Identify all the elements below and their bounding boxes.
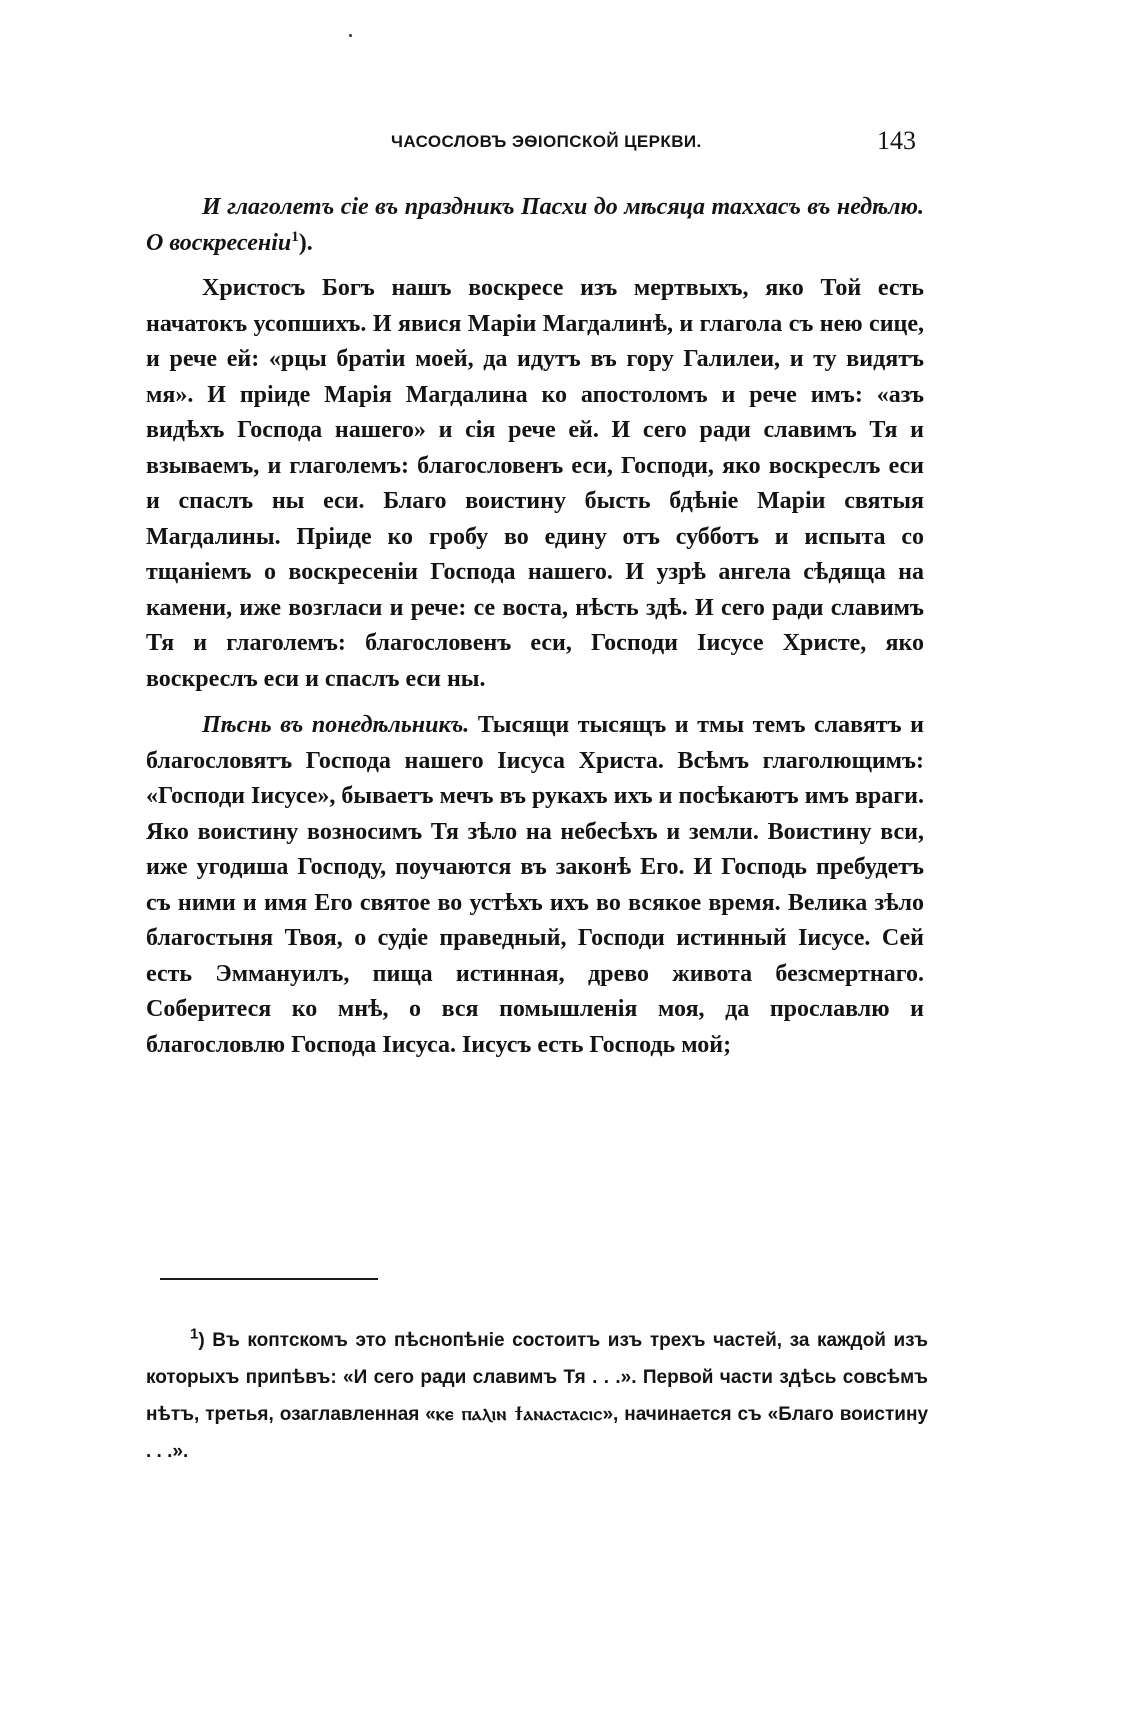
footnote-text-after: », начинается съ «Благо воистину . . .». [146, 1404, 929, 1462]
footnote-separator [160, 1278, 378, 1280]
intro-closing: ). [298, 229, 313, 256]
coptic-title: ⲕⲉ ⲡⲁⲗⲓⲛ ϯⲁⲛⲁⲥⲧⲁⲥⲓⲥ [435, 1403, 603, 1425]
running-title: ЧАСОСЛОВЪ ЭѲІОПСКОЙ ЦЕРКВИ. [391, 132, 702, 151]
print-speck [349, 34, 352, 37]
intro-paragraph [146, 190, 924, 261]
paragraph-resurrection: Христосъ Богъ нашъ воскресе изъ мертвыхъ, яко Той есть начатокъ усопшихъ. И явися Маріи Магдалинѣ, и глагола съ нею сице, и рече ей: «рцы братіи моей, да идутъ въ гору Галилеи, и ту видятъ мя». И пріиде Марія Магдалина ко апостоломъ и рече имъ: «азъ видѣхъ Господа нашего» и сія рече ей. И сего ради славимъ Тя и взываемъ, и глаголемъ: благословенъ еси, Господи, яко воскреслъ еси и спаслъ ны еси. Благо воистину бысть бдѣніе Маріи святыя Магдалины. Пріиде ко гробу во едину отъ субботъ и испыта со тщаніемъ о воскресеніи Господа нашего. И узрѣ ангела сѣдяща на камени, иже возгласи и рече: се воста, нѣсть здѣ. И сего ради славимъ Тя и глаголемъ: благословенъ еси, Господи Іисусе Христе, яко воскреслъ еси и спаслъ еси ны. [146, 275, 924, 692]
footnote-reference: 1 [291, 228, 299, 245]
monday-hymn-heading: Пѣснь въ понедѣльникъ. [202, 712, 470, 738]
paragraph-monday-hymn [146, 708, 924, 1063]
footnote [146, 1322, 928, 1470]
monday-hymn-text: Тысящи тысящъ и тмы темъ славятъ и благословятъ Господа нашего Іисуса Христа. Всѣмъ глаголющимъ: «Господи Іисусе», бываетъ мечъ въ рукахъ ихъ и посѣкаютъ имъ враги. Яко воистину возносимъ Тя зѣло на небесѣхъ и земли. Воистину вси, иже угодиша Господу, поучаются въ законѣ Его. И Господь пребудетъ съ ними и имя Его святое во устѣхъ ихъ во всякое время. Велика зѣло благостыня Твоя, о судіе праведный, Господи истинный Іисусе. Сей есть Эммануилъ, пища истинная, древо живота безсмертнаго. Соберитеся ко мнѣ, о вся помышленія моя, да прославлю и благословлю Господа Іисуса. Іисусъ есть Господь мой; [146, 712, 925, 1058]
page-number: 143 [877, 126, 916, 155]
page-header [146, 126, 916, 162]
main-text [146, 190, 924, 1074]
footnote-mark: 1 [190, 1325, 199, 1343]
footnote-text-before: ) Въ коптскомъ это пѣснопѣніе состоитъ изъ трехъ частей, за каждой изъ которыхъ припѣвъ: «И сего ради славимъ Тя . . .». Первой части здѣсь совсѣмъ нѣтъ, третья, озаглавленная « [146, 1330, 928, 1425]
intro-text: И глаголетъ сіе въ праздникъ Пасхи до мѣсяца таххасъ въ недѣлю. О воскресеніи [146, 194, 924, 256]
